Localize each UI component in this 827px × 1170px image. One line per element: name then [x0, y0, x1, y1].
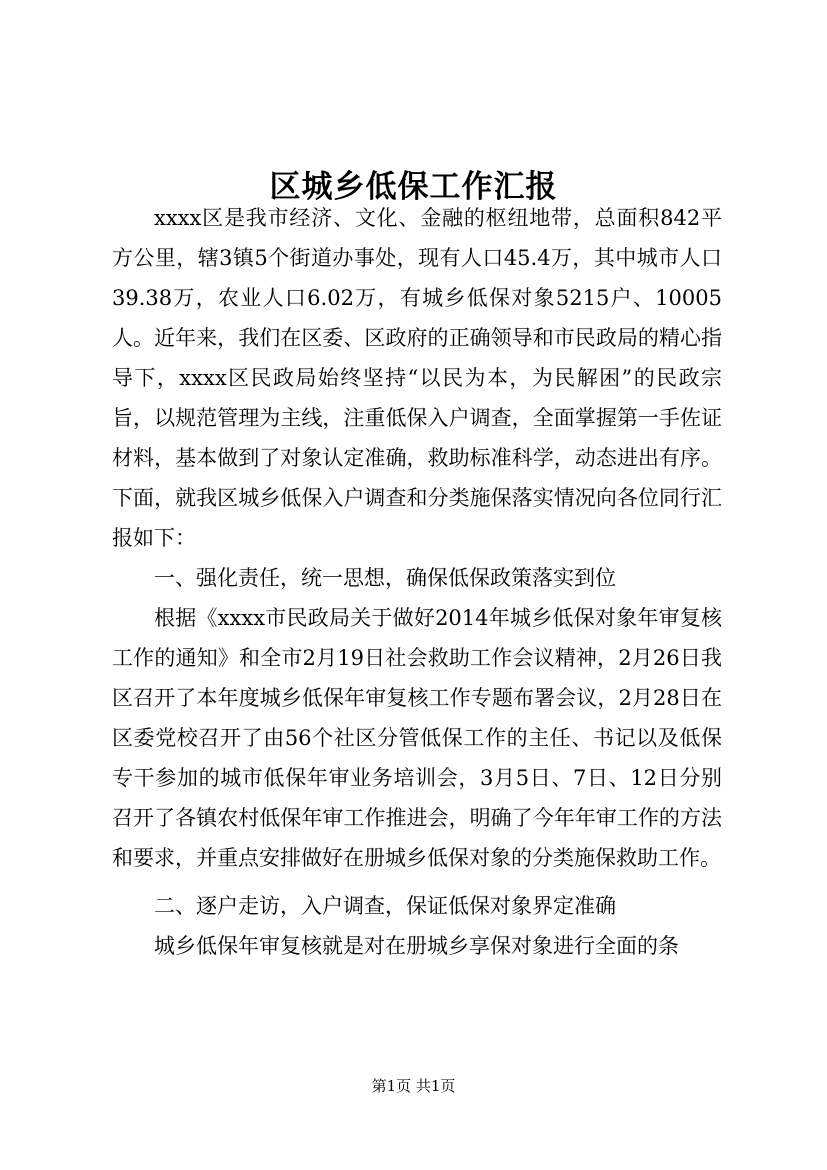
document-title: 区城乡低保工作汇报 [269, 168, 558, 205]
paragraph-section-1: 根据《xxxx市民政局关于做好2014年城乡低保对象年审复核工作的通知》和全市2月19日社会救助工作会议精神，2月26日我区召开了本年度城乡低保年审复核工作专题布署会议，2月28日在区委党校召开了由56个社区分管低保工作的主任、书记以及低保专干参加的城市低保年审业务培训会，3月5日、7日、12日分别召开了各镇农村低保年审工作推进会，明确了今年年审工作的方法和要求，并重点安排做好在册城乡低保对象的分类施保救助工作。 [112, 606, 722, 870]
section-heading-1: 一、强化责任，统一思想，确保低保政策落实到位 [154, 566, 616, 590]
document-body [112, 198, 722, 966]
paragraph-intro: xxxx区是我市经济、文化、金融的枢纽地带，总面积842平方公里，辖3镇5个街道办事处，现有人口45.4万，其中城市人口39.38万，农业人口6.02万，有城乡低保对象5215户、10005人。近年来，我们在区委、区政府的正确领导和市民政局的精心指导下，xxxx区民政局始终坚持“以民为本，为民解困”的民政宗旨，以规范管理为主线，注重低保入户调查，全面掌握第一手佐证材料，基本做到了对象认定准确，救助标准科学，动态进出有序。下面，就我区城乡低保入户调查和分类施保落实情况向各位同行汇报如下： [112, 206, 722, 550]
page-number-footer: 第1页 共1页 [371, 1077, 456, 1095]
paragraph-section-2: 城乡低保年审复核就是对在册城乡享保对象进行全面的条 [154, 934, 679, 958]
section-heading-2: 二、逐户走访，入户调查，保证低保对象界定准确 [154, 894, 616, 918]
